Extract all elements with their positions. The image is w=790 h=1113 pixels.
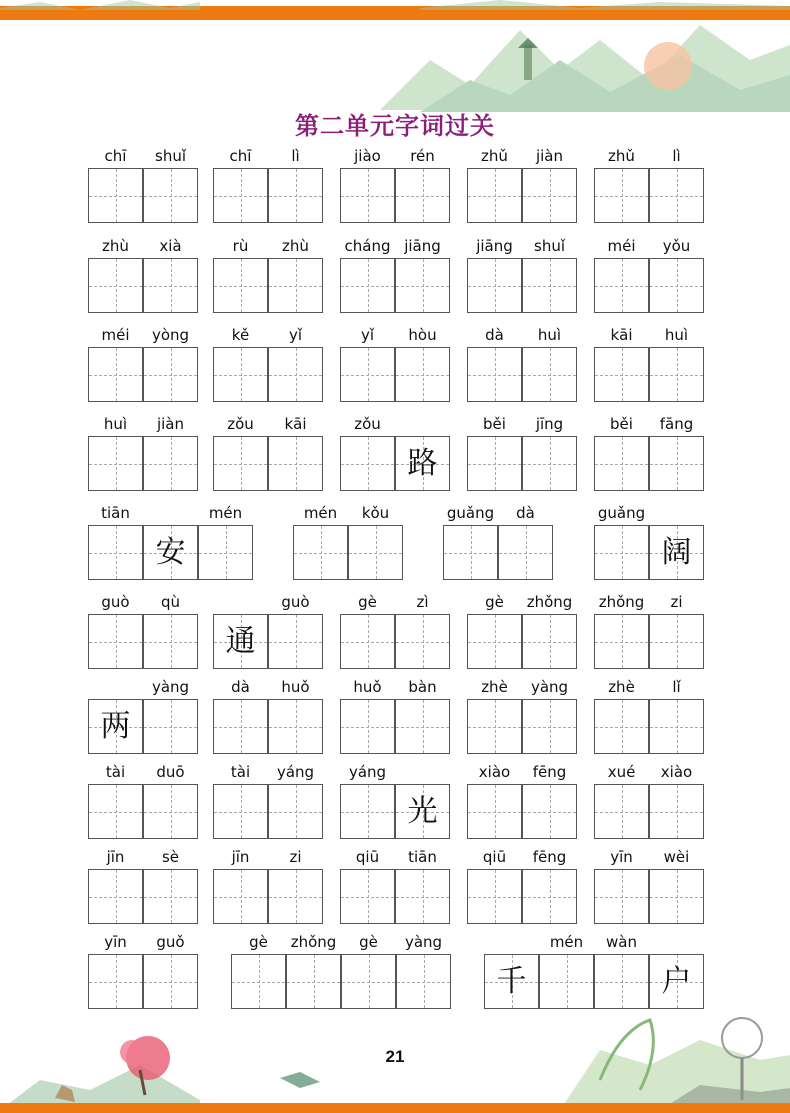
pinyin-label: běi	[610, 415, 633, 433]
writing-cell[interactable]	[88, 525, 143, 580]
pinyin-label: guǎng	[446, 504, 495, 522]
pinyin-label: yòng	[151, 326, 190, 344]
writing-cell[interactable]	[649, 699, 704, 754]
writing-cell[interactable]	[143, 347, 198, 402]
given-character: 通	[225, 624, 256, 659]
pinyin-label: duō	[156, 763, 185, 781]
writing-cell[interactable]	[594, 258, 649, 313]
writing-cell[interactable]	[293, 525, 348, 580]
pinyin-label: tài	[105, 763, 126, 781]
writing-cell[interactable]	[395, 168, 450, 223]
writing-cell[interactable]	[213, 784, 268, 839]
page-number: 21	[385, 1047, 405, 1066]
pinyin-label: yàng	[151, 678, 190, 696]
writing-cell[interactable]	[340, 258, 395, 313]
pinyin-label: tiān	[101, 504, 130, 522]
pinyin-label: zhǒng	[598, 593, 645, 611]
writing-cell[interactable]	[395, 699, 450, 754]
writing-cell[interactable]	[340, 869, 395, 924]
pinyin-label: jiàn	[535, 147, 564, 165]
pinyin-label: cháng	[344, 237, 391, 255]
writing-cell[interactable]	[649, 258, 704, 313]
pinyin-label: jiāng	[404, 237, 441, 255]
writing-cell[interactable]	[143, 258, 198, 313]
pinyin-label: dà	[231, 678, 250, 696]
writing-cell[interactable]	[143, 436, 198, 491]
writing-cell[interactable]	[498, 525, 553, 580]
writing-cell[interactable]	[348, 525, 403, 580]
writing-cell[interactable]	[395, 869, 450, 924]
writing-cell[interactable]	[143, 954, 198, 1009]
writing-cell[interactable]	[467, 347, 522, 402]
pinyin-label: zhǔ	[608, 147, 635, 165]
pinyin-label: wàn	[606, 933, 637, 951]
writing-cell[interactable]	[649, 525, 704, 580]
writing-cell[interactable]	[649, 168, 704, 223]
writing-cell[interactable]	[268, 869, 323, 924]
pinyin-label: guò	[101, 593, 130, 611]
pinyin-label: tài	[230, 763, 251, 781]
pinyin-label: fāng	[659, 415, 694, 433]
pinyin-label: lǐ	[672, 678, 681, 696]
given-character: 安	[155, 535, 186, 570]
writing-cell[interactable]	[395, 436, 450, 491]
pinyin-label: lì	[672, 147, 681, 165]
writing-cell[interactable]	[395, 614, 450, 669]
writing-cell[interactable]	[143, 525, 198, 580]
writing-cell[interactable]	[213, 168, 268, 223]
writing-cell[interactable]	[88, 784, 143, 839]
pinyin-label: zǒu	[227, 415, 254, 433]
pinyin-label: chī	[104, 147, 127, 165]
writing-cell[interactable]	[340, 436, 395, 491]
writing-cell[interactable]	[522, 258, 577, 313]
writing-cell[interactable]	[594, 347, 649, 402]
writing-cell[interactable]	[467, 614, 522, 669]
writing-cell[interactable]	[396, 954, 451, 1009]
pinyin-label: zhù	[102, 237, 129, 255]
pinyin-label: zhè	[481, 678, 508, 696]
writing-cell[interactable]	[340, 347, 395, 402]
writing-cell[interactable]	[467, 784, 522, 839]
writing-cell[interactable]	[594, 168, 649, 223]
writing-cell[interactable]	[143, 869, 198, 924]
writing-cell[interactable]	[143, 784, 198, 839]
page-title: 第二单元字词过关	[295, 112, 495, 140]
pinyin-label: méi	[607, 237, 636, 255]
pinyin-label: huì	[664, 326, 689, 344]
pinyin-label: jiāng	[476, 237, 513, 255]
given-character: 两	[100, 709, 131, 744]
writing-cell[interactable]	[268, 258, 323, 313]
pinyin-label: zhǒng	[526, 593, 573, 611]
writing-cell[interactable]	[88, 347, 143, 402]
pinyin-label: rén	[410, 147, 435, 165]
bottom-orange-bar	[0, 1103, 790, 1113]
writing-cell[interactable]	[522, 436, 577, 491]
pinyin-label: zhǔ	[481, 147, 508, 165]
writing-cell[interactable]	[522, 347, 577, 402]
pinyin-label: méi	[101, 326, 130, 344]
writing-cell[interactable]	[268, 784, 323, 839]
writing-cell[interactable]	[522, 168, 577, 223]
pinyin-label: huǒ	[281, 678, 310, 696]
pinyin-label: mén	[208, 504, 243, 522]
writing-cell[interactable]	[594, 614, 649, 669]
writing-cell[interactable]	[649, 347, 704, 402]
pinyin-label: gè	[358, 593, 377, 611]
given-character: 户	[661, 964, 692, 999]
writing-cell[interactable]	[231, 954, 286, 1009]
pinyin-label: jiào	[354, 147, 381, 165]
pinyin-label: zhù	[282, 237, 309, 255]
pinyin-label: dà	[485, 326, 504, 344]
pinyin-label: qù	[160, 593, 181, 611]
writing-cell[interactable]	[213, 347, 268, 402]
pinyin-label: yīn	[104, 933, 127, 951]
writing-cell[interactable]	[88, 168, 143, 223]
pinyin-label: zhè	[608, 678, 635, 696]
pinyin-label: bàn	[408, 678, 437, 696]
pinyin-label: rù	[232, 237, 249, 255]
pinyin-label: huì	[537, 326, 562, 344]
pinyin-label: tiān	[408, 848, 437, 866]
writing-cell[interactable]	[649, 954, 704, 1009]
writing-cell[interactable]	[213, 258, 268, 313]
pinyin-label: yīn	[610, 848, 633, 866]
writing-cell[interactable]	[522, 699, 577, 754]
writing-cell[interactable]	[340, 168, 395, 223]
pinyin-label: mén	[303, 504, 338, 522]
pinyin-label: chī	[229, 147, 252, 165]
writing-cell[interactable]	[340, 614, 395, 669]
pinyin-label: huì	[103, 415, 128, 433]
writing-cell[interactable]	[467, 258, 522, 313]
writing-cell[interactable]	[594, 699, 649, 754]
writing-cell[interactable]	[649, 614, 704, 669]
writing-cell[interactable]	[143, 614, 198, 669]
writing-cell[interactable]	[88, 258, 143, 313]
writing-cell[interactable]	[88, 436, 143, 491]
writing-cell[interactable]	[522, 869, 577, 924]
writing-cell[interactable]	[594, 436, 649, 491]
pinyin-label: zì	[416, 593, 429, 611]
pinyin-label: guǒ	[156, 933, 185, 951]
pinyin-label: fēng	[532, 848, 567, 866]
pinyin-label: zhǒng	[290, 933, 337, 951]
pinyin-label: yàng	[530, 678, 569, 696]
pinyin-label: gè	[359, 933, 378, 951]
pinyin-label: sè	[161, 848, 180, 866]
pinyin-label: běi	[483, 415, 506, 433]
writing-cell[interactable]	[268, 168, 323, 223]
writing-cell[interactable]	[649, 869, 704, 924]
writing-cell[interactable]	[88, 954, 143, 1009]
pinyin-label: shuǐ	[534, 237, 565, 255]
writing-cell[interactable]	[213, 614, 268, 669]
writing-cell[interactable]	[268, 614, 323, 669]
pinyin-label: zi	[670, 593, 683, 611]
pinyin-label: qiū	[355, 848, 380, 866]
writing-cell[interactable]	[539, 954, 594, 1009]
writing-cell[interactable]	[467, 436, 522, 491]
writing-cell[interactable]	[467, 869, 522, 924]
pinyin-label: yàng	[404, 933, 443, 951]
pinyin-label: guǎng	[597, 504, 646, 522]
writing-cell[interactable]	[594, 954, 649, 1009]
pinyin-label: shuǐ	[155, 147, 186, 165]
pinyin-label: jīng	[535, 415, 564, 433]
writing-cell[interactable]	[143, 168, 198, 223]
pinyin-label: jīn	[231, 848, 250, 866]
writing-cell[interactable]	[143, 699, 198, 754]
writing-cell[interactable]	[268, 347, 323, 402]
pinyin-label: xià	[159, 237, 182, 255]
writing-cell[interactable]	[649, 436, 704, 491]
given-character: 光	[407, 794, 438, 829]
pinyin-label: mén	[549, 933, 584, 951]
pinyin-label: qiū	[482, 848, 507, 866]
writing-cell[interactable]	[522, 614, 577, 669]
pinyin-label: huǒ	[353, 678, 382, 696]
pinyin-label: zi	[289, 848, 302, 866]
pinyin-label: kě	[231, 326, 250, 344]
pinyin-label: kāi	[610, 326, 633, 344]
writing-cell[interactable]	[213, 869, 268, 924]
pinyin-label: kāi	[284, 415, 307, 433]
pinyin-label: gè	[249, 933, 268, 951]
writing-cell[interactable]	[88, 614, 143, 669]
writing-cell[interactable]	[213, 699, 268, 754]
writing-cell[interactable]	[88, 699, 143, 754]
pinyin-label: zǒu	[354, 415, 381, 433]
writing-cell[interactable]	[198, 525, 253, 580]
pinyin-label: xiào	[660, 763, 693, 781]
writing-cell[interactable]	[484, 954, 539, 1009]
pinyin-label: lì	[291, 147, 300, 165]
writing-cell[interactable]	[395, 258, 450, 313]
given-character: 路	[407, 446, 438, 481]
writing-cell[interactable]	[594, 525, 649, 580]
pinyin-label: yǒu	[662, 237, 691, 255]
writing-cell[interactable]	[268, 436, 323, 491]
writing-cell[interactable]	[467, 699, 522, 754]
pinyin-label: fēng	[532, 763, 567, 781]
pinyin-label: yáng	[276, 763, 315, 781]
pinyin-label: yǐ	[360, 326, 375, 344]
given-character: 阔	[661, 535, 692, 570]
pinyin-label: gè	[485, 593, 504, 611]
pinyin-label: xué	[607, 763, 636, 781]
writing-cell[interactable]	[340, 784, 395, 839]
pinyin-label: wèi	[663, 848, 690, 866]
writing-cell[interactable]	[395, 784, 450, 839]
given-character: 千	[496, 964, 527, 999]
writing-cell[interactable]	[213, 436, 268, 491]
writing-cell[interactable]	[594, 869, 649, 924]
writing-cell[interactable]	[340, 699, 395, 754]
writing-cell[interactable]	[594, 784, 649, 839]
pinyin-label: yáng	[348, 763, 387, 781]
writing-cell[interactable]	[268, 699, 323, 754]
pinyin-label: hòu	[408, 326, 437, 344]
writing-cell[interactable]	[88, 869, 143, 924]
pinyin-label: kǒu	[361, 504, 390, 522]
writing-cell[interactable]	[649, 784, 704, 839]
writing-cell[interactable]	[341, 954, 396, 1009]
pinyin-label: guò	[281, 593, 310, 611]
pinyin-label: xiào	[478, 763, 511, 781]
writing-cell[interactable]	[395, 347, 450, 402]
pinyin-label: jiàn	[156, 415, 185, 433]
writing-cell[interactable]	[286, 954, 341, 1009]
pinyin-label: jīn	[106, 848, 125, 866]
writing-cell[interactable]	[467, 168, 522, 223]
pinyin-label: yǐ	[288, 326, 303, 344]
writing-cell[interactable]	[443, 525, 498, 580]
pinyin-label: dà	[516, 504, 535, 522]
writing-cell[interactable]	[522, 784, 577, 839]
